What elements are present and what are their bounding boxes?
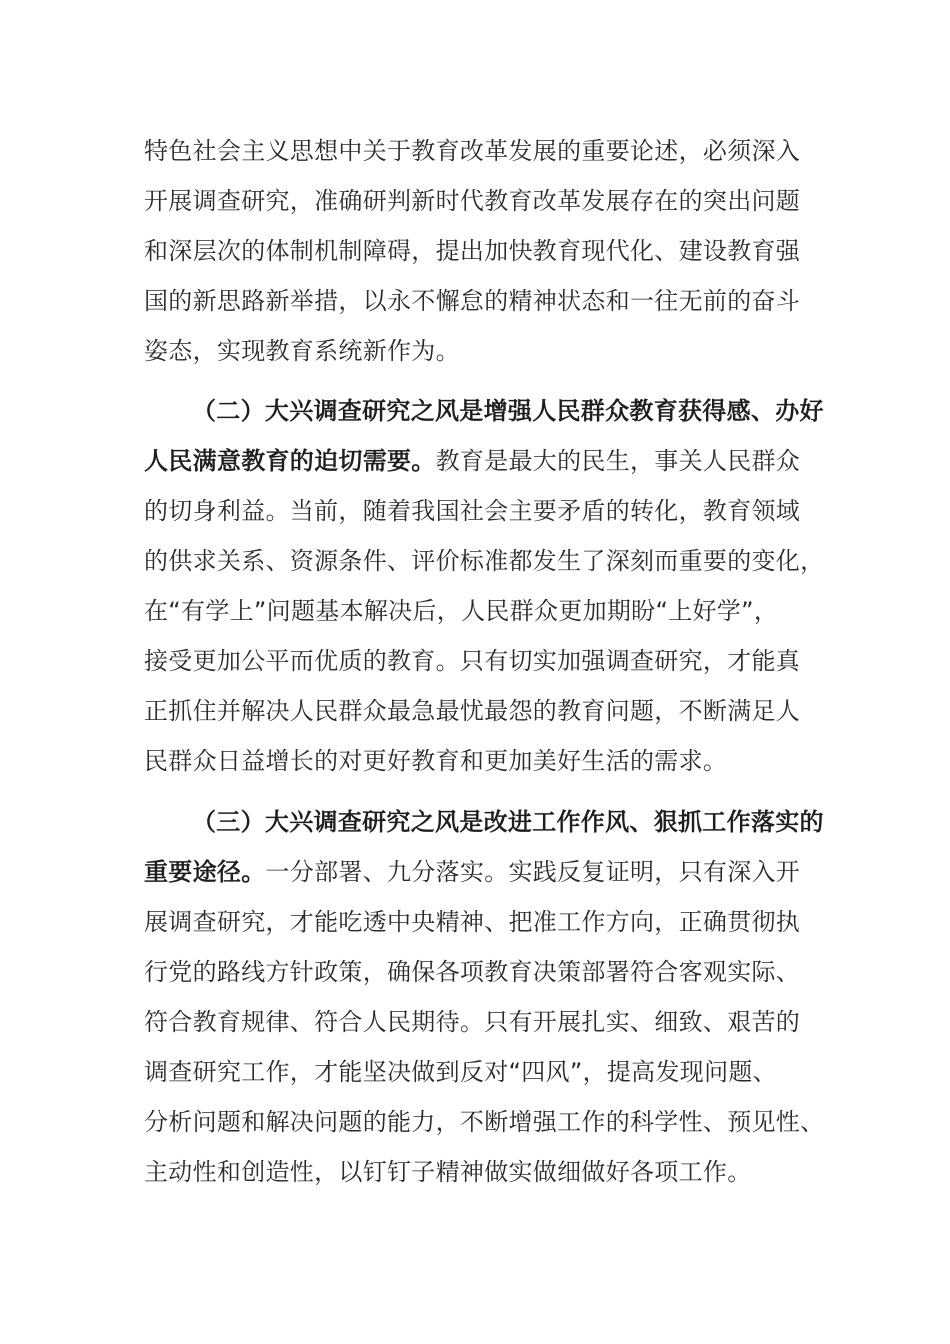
paragraph-line: 行党的路线方针政策，确保各项教育决策部署符合客观实际、 — [144, 958, 801, 986]
paragraph-line: 正抓住并解决人民群众最急最忧最怨的教育问题，不断满足人 — [144, 697, 801, 725]
paragraph-line: 和深层次的体制机制障碍，提出加快教育现代化、建设教育强 — [144, 237, 801, 265]
paragraph-line: 接受更加公平而优质的教育。只有切实加强调查研究，才能真 — [144, 647, 801, 675]
paragraph-1 — [144, 126, 824, 376]
paragraph-line — [144, 847, 824, 897]
paragraph-line: 姿态，实现教育系统新作为。 — [144, 337, 460, 365]
paragraph-line: 分析问题和解决问题的能力，不断增强工作的科学性、预见性、 — [144, 1108, 825, 1136]
paragraph-line: 展调查研究，才能吃透中央精神、把准工作方向，正确贯彻执 — [144, 908, 801, 936]
paragraph-text: 教育是最大的民生，事关人民群众 — [435, 447, 801, 475]
paragraph-line: 主动性和创造性，以钉钉子精神做实做细做好各项工作。 — [144, 1158, 752, 1186]
section-heading: 重要途径。 — [144, 858, 266, 886]
paragraph-text: 一分部署、九分落实。实践反复证明，只有深入开 — [265, 858, 801, 886]
paragraph-line: 特色社会主义思想中关于教育改革发展的重要论述，必须深入 — [144, 137, 801, 165]
paragraph-line: 民群众日益增长的对更好教育和更加美好生活的需求。 — [144, 747, 728, 775]
section-heading: （三）大兴调查研究之风是改进工作作风、狠抓工作落实的 — [192, 808, 824, 836]
paragraph-line: 在“有学上”问题基本解决后，人民群众更加期盼“上好学”， — [144, 597, 779, 625]
paragraph-line: 国的新思路新举措，以永不懈怠的精神状态和一往无前的奋斗 — [144, 287, 801, 315]
section-heading: 人民满意教育的迫切需要。 — [144, 447, 436, 475]
paragraph-line: 的供求关系、资源条件、评价标准都发生了深刻而重要的变化， — [144, 547, 825, 575]
paragraph-line — [144, 797, 824, 847]
section-heading: （二）大兴调查研究之风是增强人民群众教育获得感、办好 — [192, 397, 824, 425]
paragraph-line: 的切身利益。当前，随着我国社会主要矛盾的转化，教育领域 — [144, 497, 801, 525]
paragraph-line: 调查研究工作，才能坚决做到反对“四风”，提高发现问题、 — [144, 1058, 777, 1086]
paragraph-line: 符合教育规律、符合人民期待。只有开展扎实、细致、艰苦的 — [144, 1008, 801, 1036]
paragraph-line — [144, 436, 824, 486]
paragraph-3 — [144, 797, 824, 1197]
paragraph-line — [144, 386, 824, 436]
paragraph-line: 开展调查研究，准确研判新时代教育改革发展存在的突出问题 — [144, 187, 801, 215]
paragraph-2 — [144, 386, 824, 786]
